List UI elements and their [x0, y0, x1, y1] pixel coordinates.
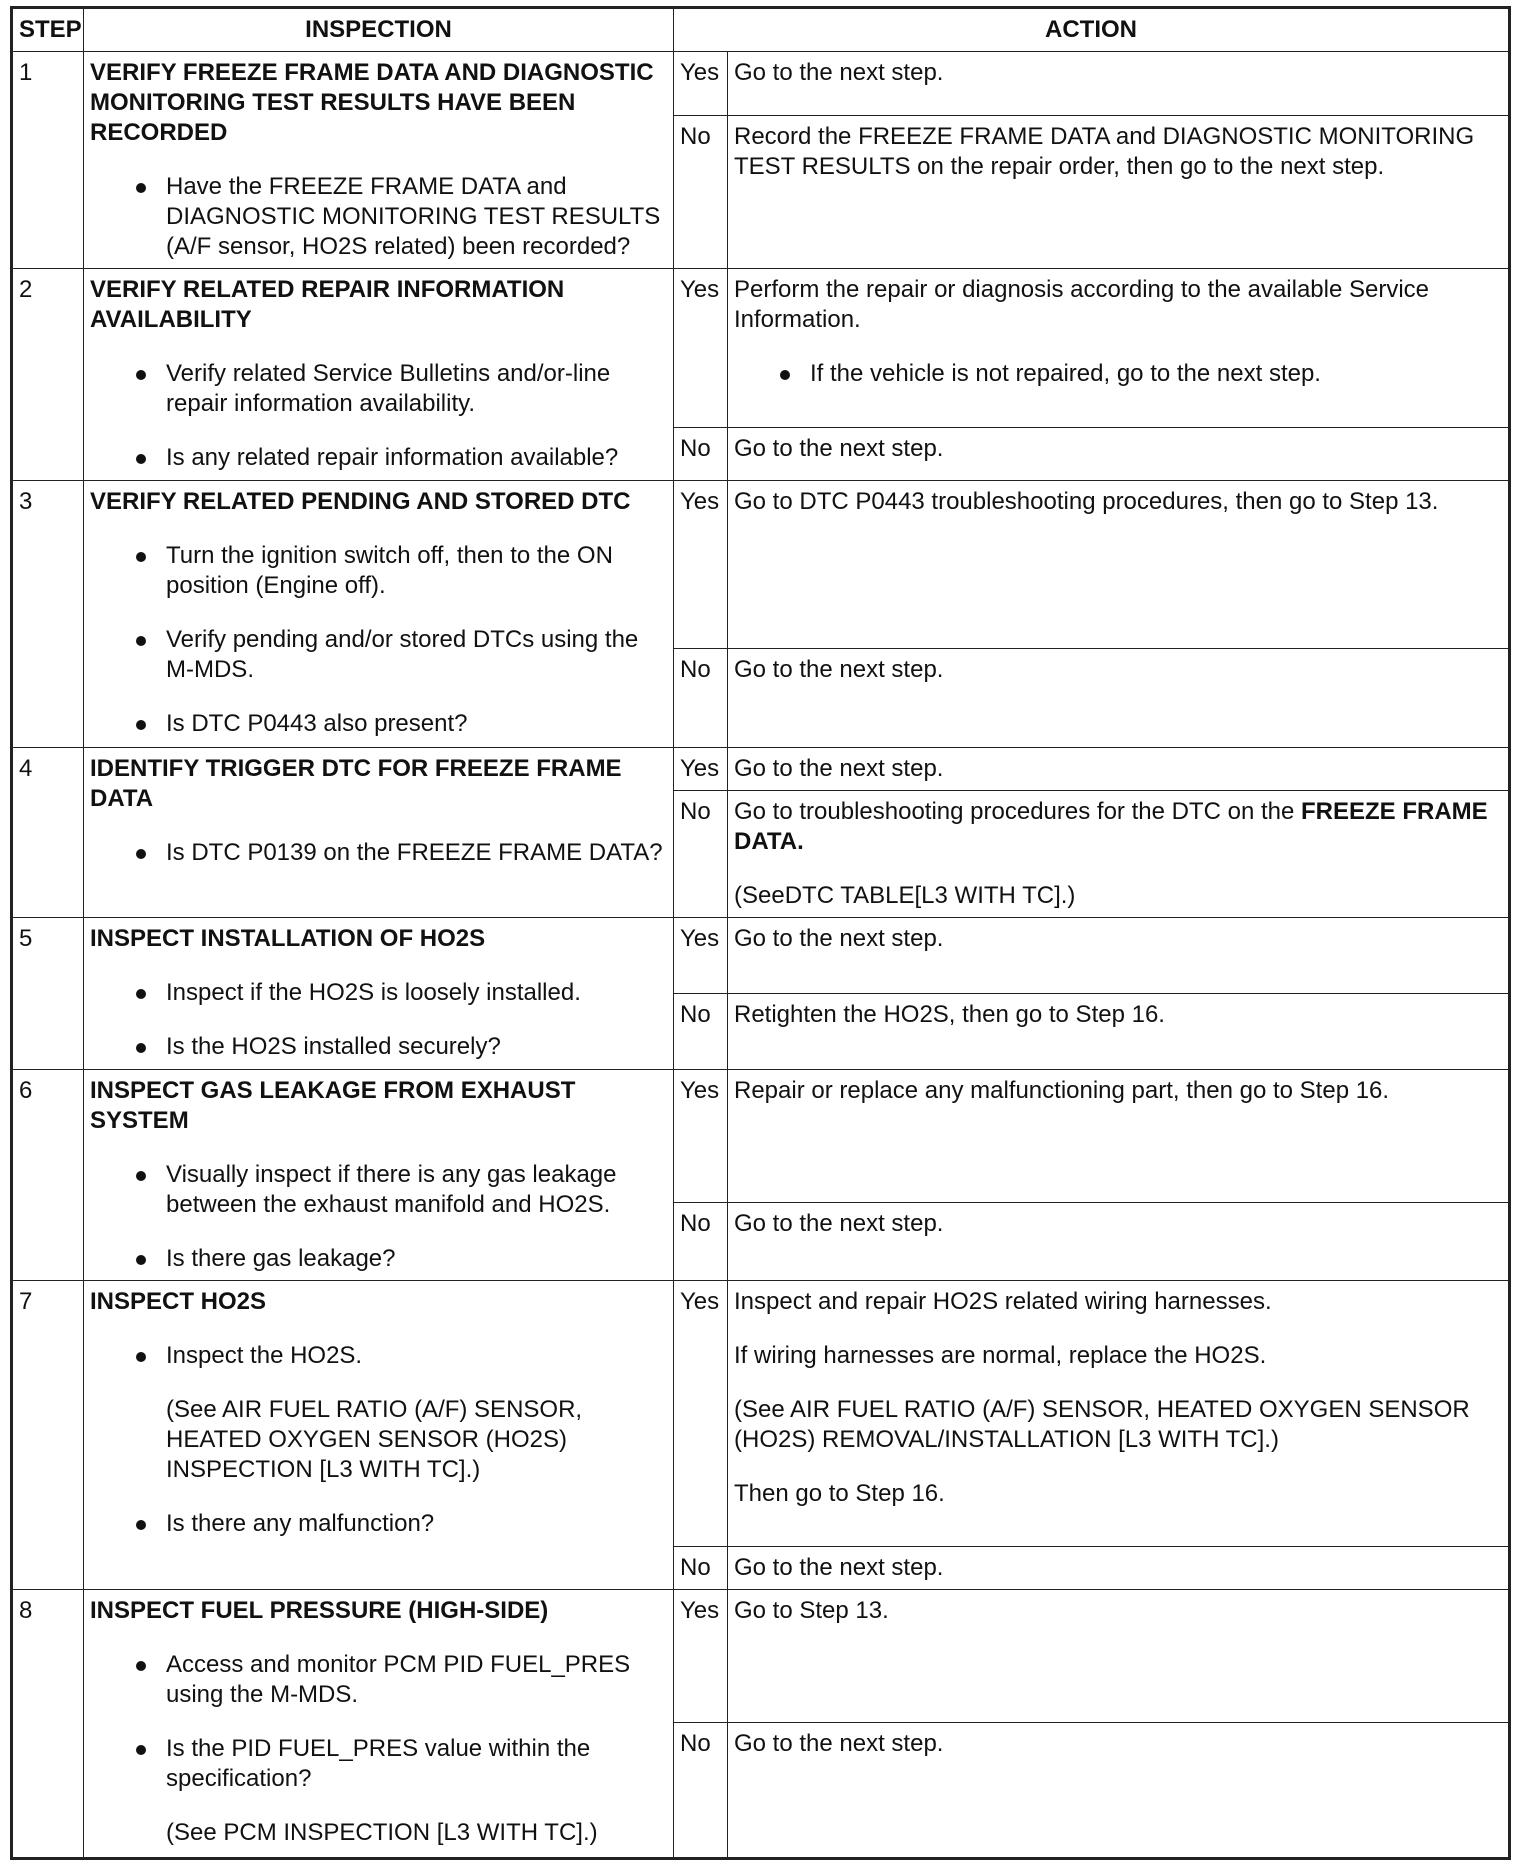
inspection-bullets: [90, 1341, 667, 1371]
inspection-bullet: Verify related Service Bulletins and/or-line repair information availability.: [90, 359, 667, 419]
inspection-cell: [84, 1281, 674, 1590]
yes-action: Go to the next step.: [728, 52, 1510, 116]
step-number: 3: [12, 481, 84, 748]
inspection-cell: [84, 481, 674, 748]
inspection-title: VERIFY RELATED PENDING AND STORED DTC: [90, 488, 631, 515]
yes-label: Yes: [674, 1070, 728, 1203]
step-number: 7: [12, 1281, 84, 1590]
diagnostic-procedure-table: [10, 6, 1511, 1860]
no-label: No: [674, 994, 728, 1070]
inspection-bullet: Is the HO2S installed securely?: [90, 1032, 667, 1062]
yes-action: Go to Step 13.: [728, 1590, 1510, 1723]
table-row: [12, 481, 1510, 649]
inspection-bullets: [90, 359, 667, 473]
action-column-header: ACTION: [674, 8, 1510, 52]
no-action: [728, 791, 1510, 918]
inspection-bullet: Access and monitor PCM PID FUEL_PRES using the M-MDS.: [90, 1650, 667, 1710]
table-row: [12, 1281, 1510, 1547]
inspection-bullet: Is there gas leakage?: [90, 1244, 667, 1274]
inspection-bullet: Inspect the HO2S.: [90, 1341, 667, 1371]
yes-action: [728, 1281, 1510, 1547]
no-action: Go to the next step.: [728, 1547, 1510, 1590]
step-number: 4: [12, 748, 84, 918]
yes-action-bullet: If the vehicle is not repaired, go to the next step.: [734, 359, 1502, 389]
inspection-bullet: Is any related repair information available?: [90, 443, 667, 473]
yes-label: Yes: [674, 481, 728, 649]
no-label: No: [674, 428, 728, 481]
inspection-bullet: Is DTC P0139 on the FREEZE FRAME DATA?: [90, 838, 667, 868]
inspection-bullet: Verify pending and/or stored DTCs using the M-MDS.: [90, 625, 667, 685]
no-action-bold: FREEZE FRAME DATA.: [734, 798, 1488, 855]
yes-action: Go to DTC P0443 troubleshooting procedures, then go to Step 13.: [728, 481, 1510, 649]
step-number: 8: [12, 1590, 84, 1859]
yes-action-text: Then go to Step 16.: [734, 1480, 945, 1507]
yes-action: Go to the next step.: [728, 748, 1510, 791]
yes-action: Go to the next step.: [728, 918, 1510, 994]
step-column-header: STEP: [12, 8, 84, 52]
inspection-cell: [84, 1590, 674, 1859]
inspection-cell: [84, 269, 674, 481]
table-row: [12, 269, 1510, 428]
inspection-bullet: Inspect if the HO2S is loosely installed.: [90, 978, 667, 1008]
inspection-bullets: [90, 541, 667, 739]
inspection-cell: [84, 918, 674, 1070]
no-action-text: [734, 797, 1502, 857]
yes-action-text: If wiring harnesses are normal, replace the HO2S.: [734, 1342, 1267, 1369]
inspection-title: IDENTIFY TRIGGER DTC FOR FREEZE FRAME DATA: [90, 755, 622, 812]
inspection-bullet: Is the PID FUEL_PRES value within the specification?: [90, 1734, 667, 1794]
no-action: Go to the next step.: [728, 1203, 1510, 1281]
yes-label: Yes: [674, 52, 728, 116]
yes-label: Yes: [674, 748, 728, 791]
yes-action: Repair or replace any malfunctioning part, then go to Step 16.: [728, 1070, 1510, 1203]
no-label: No: [674, 1203, 728, 1281]
inspection-bullet: Is DTC P0443 also present?: [90, 709, 667, 739]
no-action: Retighten the HO2S, then go to Step 16.: [728, 994, 1510, 1070]
inspection-title: INSPECT GAS LEAKAGE FROM EXHAUST SYSTEM: [90, 1077, 576, 1134]
step-number: 5: [12, 918, 84, 1070]
inspection-bullets: [90, 838, 667, 868]
inspection-bullets: [90, 1160, 667, 1274]
yes-label: Yes: [674, 918, 728, 994]
yes-label: Yes: [674, 1590, 728, 1723]
no-action: Go to the next step.: [728, 428, 1510, 481]
inspection-title: VERIFY FREEZE FRAME DATA AND DIAGNOSTIC MONITORING TEST RESULTS HAVE BEEN RECORDED: [90, 59, 654, 146]
inspection-cell: [84, 748, 674, 918]
inspection-bullets: [90, 978, 667, 1062]
no-label: No: [674, 116, 728, 269]
dtc-table-reference: (SeeDTC TABLE[L3 WITH TC].): [734, 882, 1076, 909]
no-action-lead: Go to troubleshooting procedures for the DTC on the: [734, 798, 1301, 825]
table-row: [12, 748, 1510, 791]
table-row: [12, 1590, 1510, 1723]
inspection-bullet: Is there any malfunction?: [90, 1509, 667, 1539]
inspection-cell: [84, 52, 674, 269]
inspection-bullet: Have the FREEZE FRAME DATA and DIAGNOSTIC MONITORING TEST RESULTS (A/F sensor, HO2S related) been recorded?: [90, 172, 667, 262]
no-action: Go to the next step.: [728, 1723, 1510, 1859]
yes-label: Yes: [674, 1281, 728, 1547]
yes-action-text: Perform the repair or diagnosis according to the available Service Information.: [734, 276, 1430, 333]
no-label: No: [674, 649, 728, 748]
inspection-bullets: [90, 1509, 667, 1539]
no-label: No: [674, 1547, 728, 1590]
no-label: No: [674, 791, 728, 918]
inspection-title: VERIFY RELATED REPAIR INFORMATION AVAILABILITY: [90, 276, 565, 333]
table-header-row: [12, 8, 1510, 52]
yes-action-text: Inspect and repair HO2S related wiring harnesses.: [734, 1288, 1272, 1315]
no-label: No: [674, 1723, 728, 1859]
inspection-column-header: INSPECTION: [84, 8, 674, 52]
table-row: [12, 918, 1510, 994]
inspection-bullets: [90, 1650, 667, 1794]
step-number: 1: [12, 52, 84, 269]
inspection-title: INSPECT FUEL PRESSURE (HIGH-SIDE): [90, 1597, 549, 1624]
no-action: Go to the next step.: [728, 649, 1510, 748]
yes-action: [728, 269, 1510, 428]
inspection-bullet: Turn the ignition switch off, then to the ON position (Engine off).: [90, 541, 667, 601]
no-action: Record the FREEZE FRAME DATA and DIAGNOSTIC MONITORING TEST RESULTS on the repair order, then go to the next step.: [728, 116, 1510, 269]
step-number: 2: [12, 269, 84, 481]
yes-label: Yes: [674, 269, 728, 428]
diagnostic-procedure-sheet: [10, 6, 1508, 1846]
step-number: 6: [12, 1070, 84, 1281]
inspection-reference: (See AIR FUEL RATIO (A/F) SENSOR, HEATED OXYGEN SENSOR (HO2S) INSPECTION [L3 WITH TC].): [166, 1396, 583, 1483]
table-row: [12, 1070, 1510, 1203]
inspection-cell: [84, 1070, 674, 1281]
inspection-bullet: Visually inspect if there is any gas leakage between the exhaust manifold and HO2S.: [90, 1160, 667, 1220]
inspection-bullets: [90, 172, 667, 262]
removal-installation-reference: (See AIR FUEL RATIO (A/F) SENSOR, HEATED OXYGEN SENSOR (HO2S) REMOVAL/INSTALLATION [L3 WITH TC].): [734, 1396, 1470, 1453]
inspection-reference: (See PCM INSPECTION [L3 WITH TC].): [166, 1819, 598, 1846]
inspection-title: INSPECT HO2S: [90, 1288, 267, 1315]
table-row: [12, 52, 1510, 116]
inspection-title: INSPECT INSTALLATION OF HO2S: [90, 925, 486, 952]
